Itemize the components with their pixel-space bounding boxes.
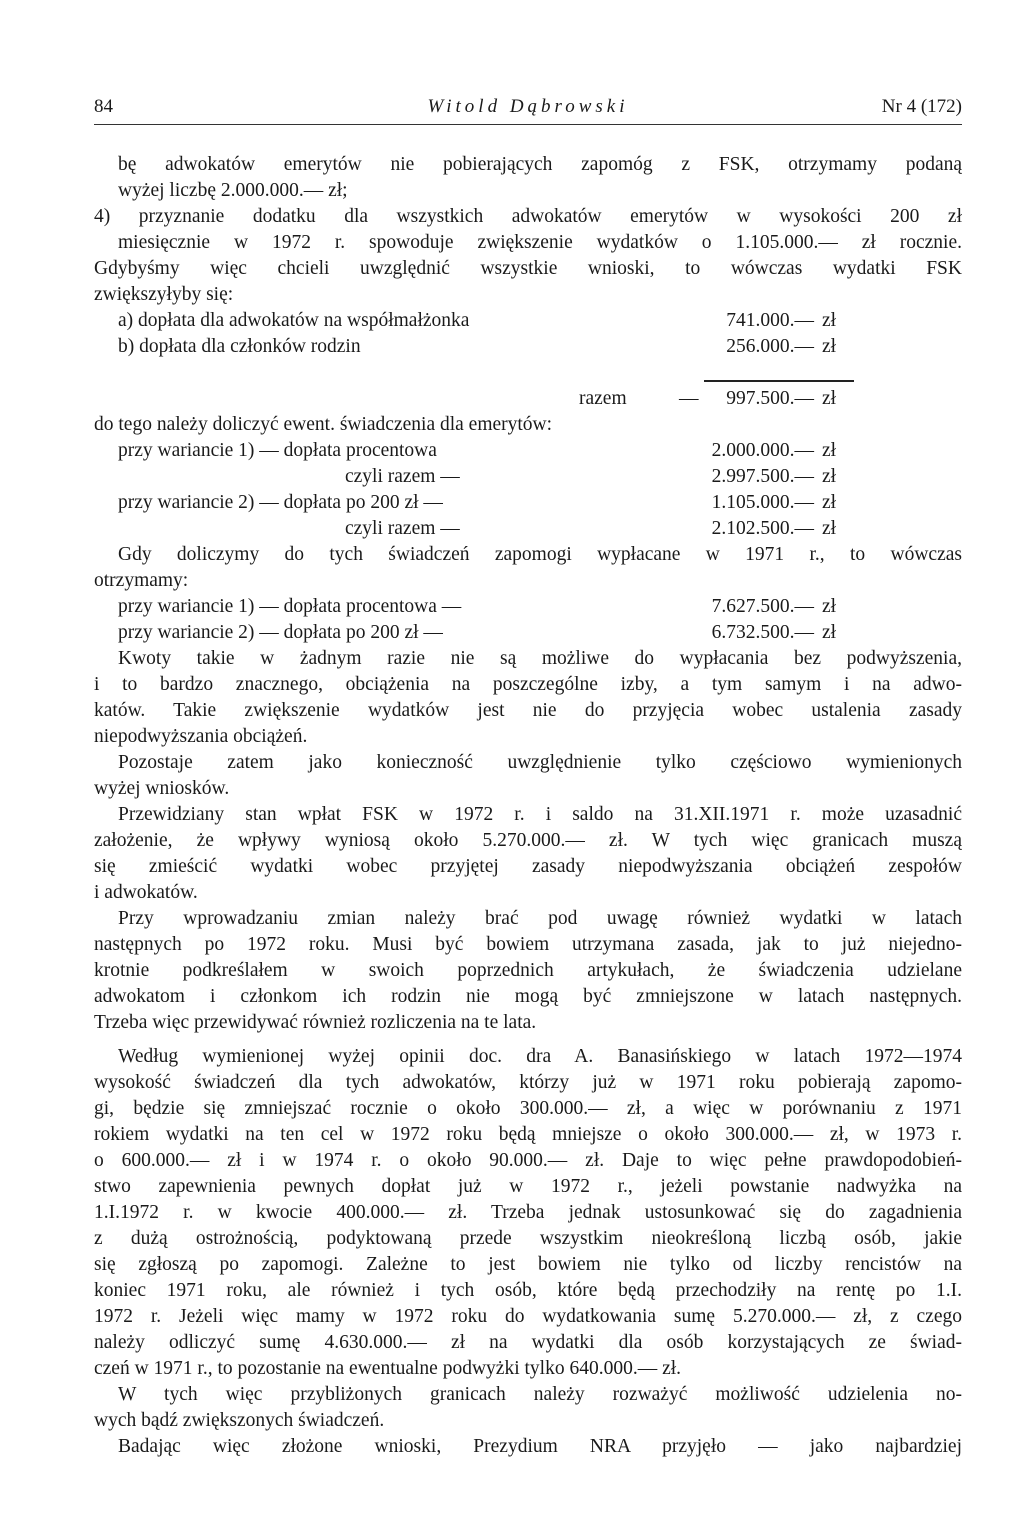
total-unit: zł — [822, 388, 837, 409]
row-unit: zł — [822, 440, 837, 461]
row-unit: zł — [822, 596, 837, 617]
amount-row — [94, 334, 962, 360]
text-line: W tych więc przybliżonych granicach należy rozważyć możliwość udzielenia no- — [118, 1384, 962, 1405]
amount-row — [94, 516, 962, 542]
running-author: Witold Dąbrowski — [427, 96, 629, 117]
text-line: Pozostaje zatem jako konieczność uwzględnienie tylko częściowo wymienionych — [118, 752, 962, 773]
text-line: się zgłoszą po zapomogi. Zależne to jest bowiem nie tylko od liczby rencistów na — [94, 1254, 962, 1275]
text-line: zwiększyłyby się: — [94, 284, 234, 305]
text-line: niepodwyższania obciążeń. — [94, 726, 308, 747]
row-label: przy wariancie 2) — dopłata po 200 zł — — [118, 492, 443, 513]
article-body — [94, 152, 962, 1460]
text-line: stwo zapewnienia pewnych dopłat już w 1972 r., jeżeli powstanie nadwyżka na — [94, 1176, 962, 1197]
text-line: 4) przyznanie dodatku dla wszystkich adwokatów emerytów w wysokości 200 zł — [94, 206, 962, 227]
amount-row — [94, 438, 962, 464]
total-row — [94, 386, 962, 412]
page-number: 84 — [94, 96, 113, 117]
row-amount: 2.102.500.— — [711, 518, 814, 539]
row-amount: 6.732.500.— — [711, 622, 814, 643]
text-line: katów. Takie zwiększenie wydatków jest nie do przyjęcia wobec ustalenia zasady — [94, 700, 962, 721]
total-label: razem — [579, 388, 627, 409]
total-dash: — — [679, 388, 699, 409]
text-line: z dużą ostrożnością, podyktowaną przede wszystkim nieokreśloną liczbą osób, jakie — [94, 1228, 962, 1249]
text-line: krotnie podkreślałem w swoich poprzednich artykułach, że świadczenia udzielane — [94, 960, 962, 981]
text-line: i to bardzo znacznego, obciążenia na poszczególne izby, a tym samym i na adwo- — [94, 674, 962, 695]
row-sublabel: czyli razem — — [345, 466, 460, 487]
text-line: gi, będzie się zmniejszać rocznie o około 300.000.— zł, a więc w porównaniu z 1971 — [94, 1098, 962, 1119]
text-line: koniec 1971 roku, ale również i tych osób, które będą przechodziły na rentę po 1.I. — [94, 1280, 962, 1301]
row-amount: 7.627.500.— — [711, 596, 814, 617]
text-line: adwokatom i członkom ich rodzin nie mogą być zmniejszone w latach następnych. — [94, 986, 962, 1007]
total-amount: 997.500.— — [726, 388, 814, 409]
row-unit: zł — [822, 310, 837, 331]
row-amount: 2.000.000.— — [711, 440, 814, 461]
text-line: Przy wprowadzaniu zmian należy brać pod uwagę również wydatki w latach — [118, 908, 962, 929]
issue-number: Nr 4 (172) — [881, 96, 962, 117]
row-unit: zł — [822, 492, 837, 513]
text-line: miesięcznie w 1972 r. spowoduje zwiększenie wydatków o 1.105.000.— zł rocznie. — [118, 232, 962, 253]
amount-row — [94, 620, 962, 646]
text-line: Według wymienionej wyżej opinii doc. dra A. Banasińskiego w latach 1972—1974 — [118, 1046, 962, 1067]
text-line: wysokość świadczeń dla tych adwokatów, którzy już w 1971 roku pobierają zapomo- — [94, 1072, 962, 1093]
text-line: następnych po 1972 roku. Musi być bowiem utrzymana zasada, jak to już niejedno- — [94, 934, 962, 955]
row-label: b) dopłata dla członków rodzin — [118, 336, 361, 357]
row-unit: zł — [822, 518, 837, 539]
row-label: przy wariancie 1) — dopłata procentowa — [118, 440, 437, 461]
row-label: przy wariancie 1) — dopłata procentowa — — [118, 596, 462, 617]
amount-row — [94, 308, 962, 334]
text-line: i adwokatów. — [94, 882, 198, 903]
text-line: Gdybyśmy więc chcieli uwzględnić wszystkie wnioski, to wówczas wydatki FSK — [94, 258, 962, 279]
text-line: Trzeba więc przewidywać również rozliczenia na te lata. — [94, 1012, 537, 1033]
text-line: wych bądź zwiększonych świadczeń. — [94, 1410, 385, 1431]
text-line: Przewidziany stan wpłat FSK w 1972 r. i saldo na 31.XII.1971 r. może uzasadnić — [118, 804, 962, 825]
text-line: Badając więc złożone wnioski, Prezydium NRA przyjęło — jako najbardziej — [118, 1436, 962, 1457]
row-label: a) dopłata dla adwokatów na współmałżonka — [118, 310, 470, 331]
amount-row — [94, 490, 962, 516]
text-line: otrzymamy: — [94, 570, 189, 591]
text-line: bę adwokatów emerytów nie pobierających zapomóg z FSK, otrzymamy podaną — [118, 154, 962, 175]
row-unit: zł — [822, 466, 837, 487]
row-amount: 256.000.— — [726, 336, 814, 357]
text-line: wyżej liczbę 2.000.000.— zł; — [118, 180, 348, 201]
row-unit: zł — [822, 336, 837, 357]
text-line: 1972 r. Jeżeli więc mamy w 1972 roku do wydatkowania sumę 5.270.000.— zł, z czego — [94, 1306, 962, 1327]
text-line: należy odliczyć sumę 4.630.000.— zł na wydatki dla osób korzystających ze świad- — [94, 1332, 962, 1353]
row-sublabel: czyli razem — — [345, 518, 460, 539]
text-line: Kwoty takie w żadnym razie nie są możliwe do wypłacania bez podwyższenia, — [118, 648, 962, 669]
text-line: czeń w 1971 r., to pozostanie na ewentualne podwyżki tylko 640.000.— zł. — [94, 1358, 682, 1379]
row-amount: 2.997.500.— — [711, 466, 814, 487]
text-line: do tego należy doliczyć ewent. świadczenia dla emerytów: — [94, 414, 553, 435]
amount-row — [94, 594, 962, 620]
text-line: się zmieścić wydatki wobec przyjętej zasady niepodwyższania obciążeń zespołów — [94, 856, 962, 877]
text-line: 1.I.1972 r. w kwocie 400.000.— zł. Trzeba jednak ustosunkować się do zagadnienia — [94, 1202, 962, 1223]
text-line: rokiem wydatki na ten cel w 1972 roku będą mniejsze o około 300.000.— zł, w 1973 r. — [94, 1124, 962, 1145]
row-unit: zł — [822, 622, 837, 643]
text-line: założenie, że wpływy wyniosą około 5.270.000.— zł. W tych więc granicach muszą — [94, 830, 962, 851]
row-amount: 741.000.— — [726, 310, 814, 331]
sum-rule — [94, 360, 962, 386]
text-line: o 600.000.— zł i w 1974 r. o około 90.000.— zł. Daje to więc pełne prawdopodobień- — [94, 1150, 962, 1171]
row-amount: 1.105.000.— — [711, 492, 814, 513]
text-line: Gdy doliczymy do tych świadczeń zapomogi wypłacane w 1971 r., to wówczas — [118, 544, 962, 565]
row-label: przy wariancie 2) — dopłata po 200 zł — — [118, 622, 443, 643]
text-line: wyżej wniosków. — [94, 778, 230, 799]
running-header — [94, 90, 962, 125]
amount-row — [94, 464, 962, 490]
